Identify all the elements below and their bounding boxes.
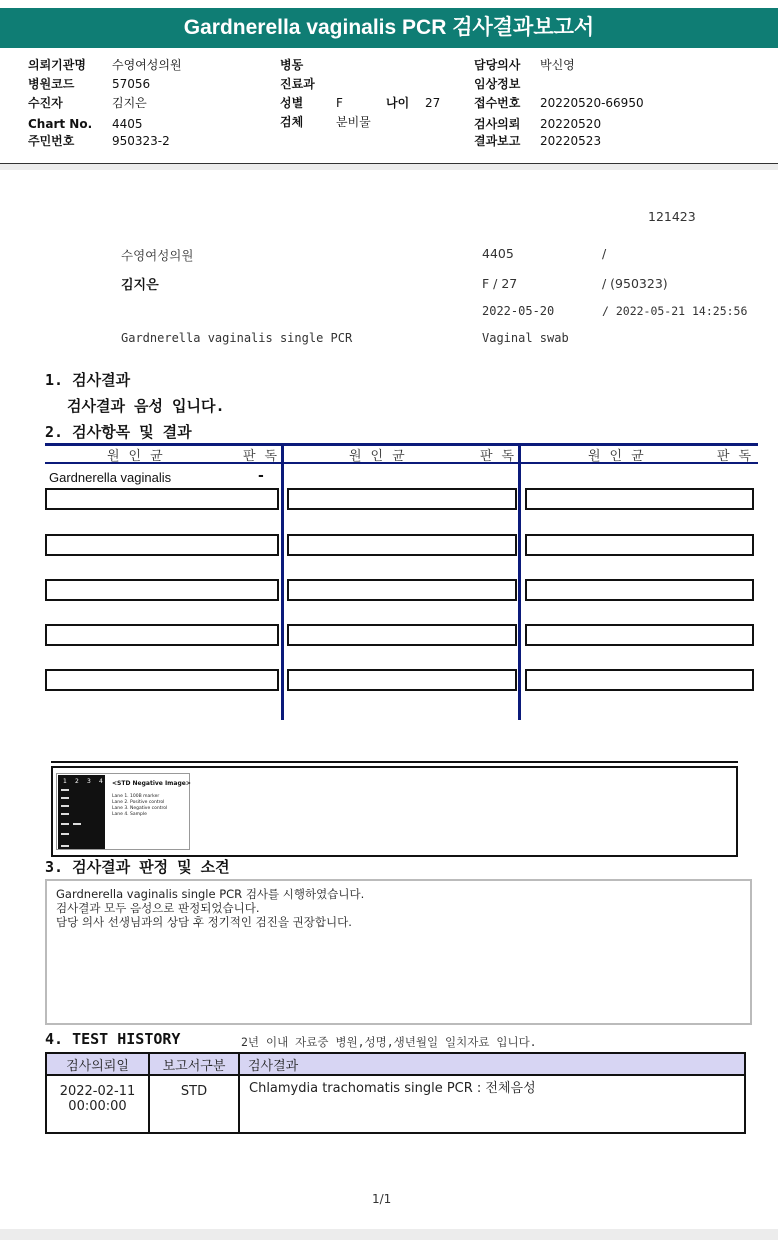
header-shadow xyxy=(0,164,778,170)
lane-number: 1 xyxy=(63,778,67,785)
label-request-date: 검사의뢰 xyxy=(474,117,521,131)
label-report-date: 결과보고 xyxy=(474,134,521,148)
page-number: 1/1 xyxy=(372,1192,392,1206)
history-col-date: 검사의뢰일 xyxy=(46,1053,149,1075)
result-slot xyxy=(287,624,517,646)
table-col-divider-2 xyxy=(518,443,521,720)
label-specimen: 검체 xyxy=(280,115,304,129)
value-sex: F xyxy=(336,96,343,110)
lane-number: 4 xyxy=(99,778,103,785)
value-specimen: 분비물 xyxy=(336,115,371,129)
info-birth: / (950323) xyxy=(602,276,668,291)
opinion-line: 검사결과 모두 음성으로 판정되었습니다. xyxy=(56,901,260,915)
gel-image-title: <STD Negative Image> xyxy=(112,780,191,787)
history-table xyxy=(45,1052,746,1134)
info-specimen: Vaginal swab xyxy=(482,331,569,345)
gel-legend-item: Lane 3. Negative control xyxy=(112,806,168,811)
info-sex-age: F / 27 xyxy=(482,276,518,291)
value-age: 27 xyxy=(425,96,441,110)
section1-title: 1. 검사결과 xyxy=(45,371,131,389)
result-slot xyxy=(45,534,279,556)
value-resident-no: 950323-2 xyxy=(112,134,170,148)
info-request-date: 2022-05-20 xyxy=(482,304,555,318)
result-slot xyxy=(525,624,754,646)
label-patient: 수진자 xyxy=(28,96,63,110)
document-number: 121423 xyxy=(648,209,696,224)
label-clinical-info: 임상정보 xyxy=(474,77,521,91)
result-slot xyxy=(525,669,754,691)
label-resident-no: 주민번호 xyxy=(28,134,75,148)
label-ward: 병동 xyxy=(280,58,304,72)
gel-band xyxy=(73,823,81,825)
history-note: 2년 이내 자료중 병원,성명,생년월일 일치자료 입니다. xyxy=(241,1035,537,1049)
value-report-date: 20220523 xyxy=(540,134,602,148)
history-date-cell xyxy=(46,1075,149,1133)
table-row xyxy=(46,1075,745,1133)
image-top-line xyxy=(51,761,738,763)
value-receipt-no: 20220520-66950 xyxy=(540,96,644,110)
value-patient: 김지은 xyxy=(112,96,147,110)
value-request-date: 20220520 xyxy=(540,117,602,131)
section2-title: 2. 검사항목 및 결과 xyxy=(45,423,192,441)
gel-band xyxy=(61,833,69,835)
result-slot xyxy=(287,534,517,556)
col-header-pathogen-2: 원인균 xyxy=(349,449,414,464)
history-type: STD xyxy=(149,1075,239,1133)
result-slot xyxy=(45,669,279,691)
info-chart-no: 4405 xyxy=(482,246,514,261)
value-doctor: 박신영 xyxy=(540,58,575,72)
label-institution: 의뢰기관명 xyxy=(28,58,86,72)
history-col-type: 보고서구분 xyxy=(149,1053,239,1075)
value-institution: 수영여성의원 xyxy=(112,58,182,72)
gel-band xyxy=(61,789,69,791)
gel-lanes xyxy=(58,775,105,849)
label-sex: 성별 xyxy=(280,96,304,110)
info-institution: 수영여성의원 xyxy=(121,248,194,263)
result-slot xyxy=(525,534,754,556)
gel-band xyxy=(61,845,69,847)
col-header-judge-1: 판독 xyxy=(243,449,287,464)
label-department: 진료과 xyxy=(280,77,315,91)
opinion-line: Gardnerella vaginalis single PCR 검사를 시행하였습니다. xyxy=(56,887,365,901)
history-col-result: 검사결과 xyxy=(239,1053,745,1075)
gel-band xyxy=(61,823,69,825)
gel-band xyxy=(61,805,69,807)
report-title: Gardnerella vaginalis PCR 검사결과보고서 xyxy=(0,8,778,48)
history-result: Chlamydia trachomatis single PCR : 전체음성 xyxy=(239,1075,745,1133)
result-slot xyxy=(525,579,754,601)
history-header-row xyxy=(46,1053,745,1075)
label-doctor: 담당의사 xyxy=(474,58,521,72)
col-header-pathogen-1: 원인균 xyxy=(107,449,172,464)
col-header-judge-2: 판독 xyxy=(480,449,524,464)
gel-electrophoresis-image xyxy=(56,773,190,850)
section3-title: 3. 검사결과 판정 및 소견 xyxy=(45,858,230,876)
label-chart-no: Chart No. xyxy=(28,117,93,131)
opinion-box xyxy=(45,879,752,1025)
history-time: 00:00:00 xyxy=(68,1099,127,1114)
result-pathogen: Gardnerella vaginalis xyxy=(49,470,172,485)
result-value: - xyxy=(258,468,264,484)
result-slot xyxy=(287,579,517,601)
result-slot xyxy=(45,488,279,510)
info-test-name: Gardnerella vaginalis single PCR xyxy=(121,331,353,345)
result-summary: 검사결과 음성 입니다. xyxy=(67,397,225,415)
result-slot xyxy=(287,488,517,510)
result-slot xyxy=(45,624,279,646)
lane-number: 3 xyxy=(87,778,91,785)
label-hospital-code: 병원코드 xyxy=(28,77,75,91)
page-bottom-bar xyxy=(0,1229,778,1240)
value-chart-no: 4405 xyxy=(112,117,143,131)
label-age: 나이 xyxy=(386,96,410,110)
value-hospital-code: 57056 xyxy=(112,77,151,91)
col-header-pathogen-3: 원인균 xyxy=(588,449,653,464)
info-patient-name: 김지은 xyxy=(121,278,159,293)
result-slot xyxy=(45,579,279,601)
gel-legend-item: Lane 2. Positive control xyxy=(112,800,165,805)
opinion-line: 담당 의사 선생님과의 상담 후 정기적인 검진을 권장합니다. xyxy=(56,915,352,929)
result-slot xyxy=(525,488,754,510)
gel-band xyxy=(61,813,69,815)
gel-legend-item: Lane 1. 100B marker xyxy=(112,794,160,799)
lane-number: 2 xyxy=(75,778,79,785)
gel-legend-item: Lane 4. Sample xyxy=(112,812,147,817)
gel-band xyxy=(61,797,69,799)
history-date: 2022-02-11 xyxy=(59,1084,136,1099)
col-header-judge-3: 판독 xyxy=(717,449,761,464)
section4-title: 4. TEST HISTORY xyxy=(45,1030,181,1048)
table-col-divider-1 xyxy=(281,443,284,720)
info-separator: / xyxy=(602,246,607,261)
label-receipt-no: 접수번호 xyxy=(474,96,521,110)
result-slot xyxy=(287,669,517,691)
info-report-datetime: / 2022-05-21 14:25:56 xyxy=(602,304,748,318)
